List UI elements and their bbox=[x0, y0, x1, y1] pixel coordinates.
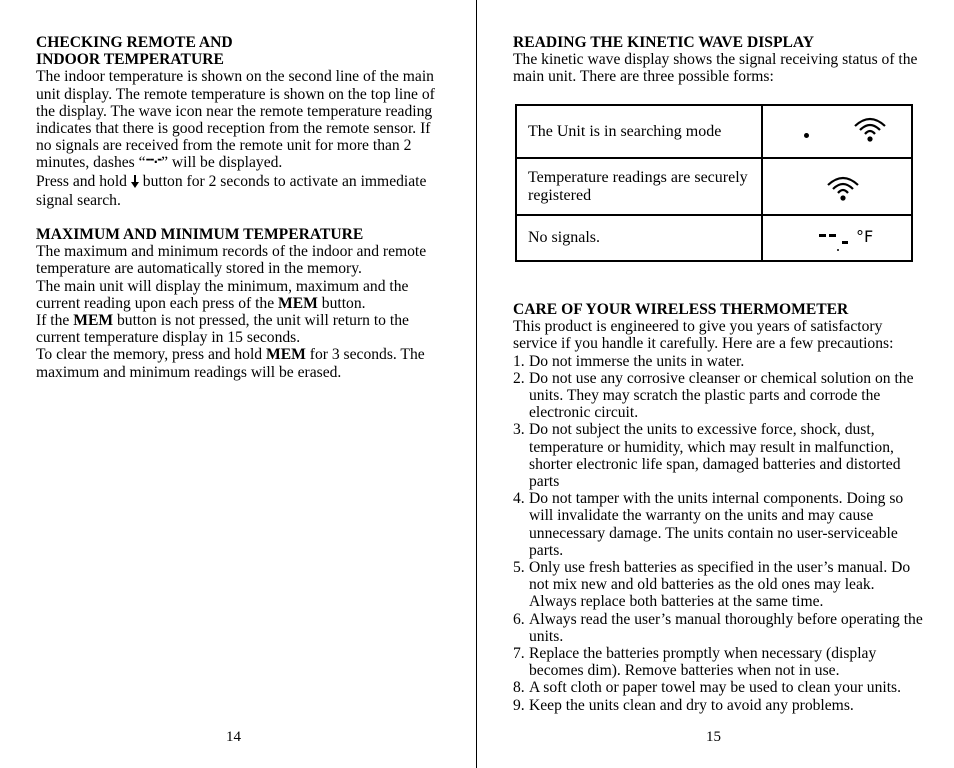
page-number-right: 15 bbox=[706, 729, 721, 745]
status-text: No signals. bbox=[517, 216, 763, 260]
para-max-min-3: If the MEM button is not pressed, the unit will return to the current temperature display in 15 seconds. bbox=[36, 312, 409, 347]
para-max-min-4: To clear the memory, press and hold MEM for 3 seconds. The maximum and minimum readings will be erased. bbox=[36, 346, 425, 381]
right-column-bottom bbox=[513, 301, 925, 714]
table-row bbox=[517, 216, 911, 260]
list-item: 1. Do not immerse the units in water. bbox=[513, 352, 745, 370]
para-care: This product is engineered to give you years of satisfactory service if you handle it carefully. Here are a few precautions: bbox=[513, 318, 894, 353]
status-text: The Unit is in searching mode bbox=[517, 106, 763, 157]
para-max-min-1: The maximum and minimum records of the indoor and remote temperature are automatically stored in the memory. bbox=[36, 243, 427, 278]
para-indoor-temperature: The indoor temperature is shown on the second line of the main unit display. The remote temperature is shown on the top line of the display. The wave icon near the remote temperature reading indicates that there is good reception from the remote sensor. If no signals are received from the remote unit for more than 2 minutes, dashes “--.-” will be displayed. bbox=[36, 68, 435, 172]
table-row bbox=[517, 159, 911, 216]
dashes-icon bbox=[763, 216, 911, 260]
status-text: Temperature readings are securely registered bbox=[517, 159, 763, 214]
wave-icon bbox=[826, 173, 860, 201]
left-page bbox=[0, 0, 476, 768]
left-column bbox=[36, 34, 440, 381]
heading-kinetic-wave: READING THE KINETIC WAVE DISPLAY bbox=[513, 34, 814, 51]
heading-max-min: MAXIMUM AND MINIMUM TEMPERATURE bbox=[36, 226, 364, 244]
right-column-top bbox=[513, 34, 925, 86]
heading-checking-remote: CHECKING REMOTE AND INDOOR TEMPERATURE bbox=[36, 34, 233, 69]
signal-status-table bbox=[515, 104, 913, 262]
list-item: 5. Only use fresh batteries as specified in the user’s manual. Do not mix new and old batteries as the old ones may leak. Always replace both batteries at the same time. bbox=[513, 559, 911, 611]
list-item: 4. Do not tamper with the units internal components. Doing so will invalidate the warranty on the units and may cause unnecessary damage. The units contain no user-serviceable parts. bbox=[513, 490, 904, 559]
page-number-left: 14 bbox=[226, 729, 241, 745]
dashes-symbol: --.- bbox=[145, 152, 162, 167]
list-item: 6. Always read the user’s manual thoroughly before operating the units. bbox=[513, 610, 923, 645]
status-icon-cell bbox=[763, 106, 911, 157]
list-item: 3. Do not subject the units to excessive force, shock, dust, temperature or humidity, which may result in malfunction, shorter electronic life span, damaged batteries and distorted parts bbox=[513, 421, 901, 491]
list-item: 9. Keep the units clean and dry to avoid any problems. bbox=[513, 696, 854, 714]
para-kinetic-wave: The kinetic wave display shows the signal receiving status of the main unit. There are three possible forms: bbox=[513, 51, 918, 86]
list-item: 8. A soft cloth or paper towel may be used to clean your units. bbox=[513, 679, 901, 697]
precautions-list bbox=[513, 353, 925, 714]
down-arrow-icon bbox=[131, 175, 139, 192]
fahrenheit-unit: °F bbox=[856, 227, 874, 246]
list-item: 7. Replace the batteries promptly when necessary (display becomes dim). Remove batteries when not in use. bbox=[513, 645, 877, 680]
wave-icon bbox=[853, 114, 887, 142]
para-signal-search: Press and hold button for 2 seconds to activate an immediate signal search. bbox=[36, 172, 427, 209]
search-dot-icon bbox=[804, 133, 809, 138]
list-item: 2. Do not use any corrosive cleanser or chemical solution on the units. They may scratch the plastic parts and corrode the electronic circuit. bbox=[513, 369, 914, 422]
status-icon-cell bbox=[763, 159, 911, 214]
table-row bbox=[517, 106, 911, 159]
heading-care: CARE OF YOUR WIRELESS THERMOMETER bbox=[513, 301, 849, 318]
right-page bbox=[477, 0, 954, 768]
para-max-min-2: The main unit will display the minimum, maximum and the current reading upon each press of the MEM button. bbox=[36, 277, 409, 312]
